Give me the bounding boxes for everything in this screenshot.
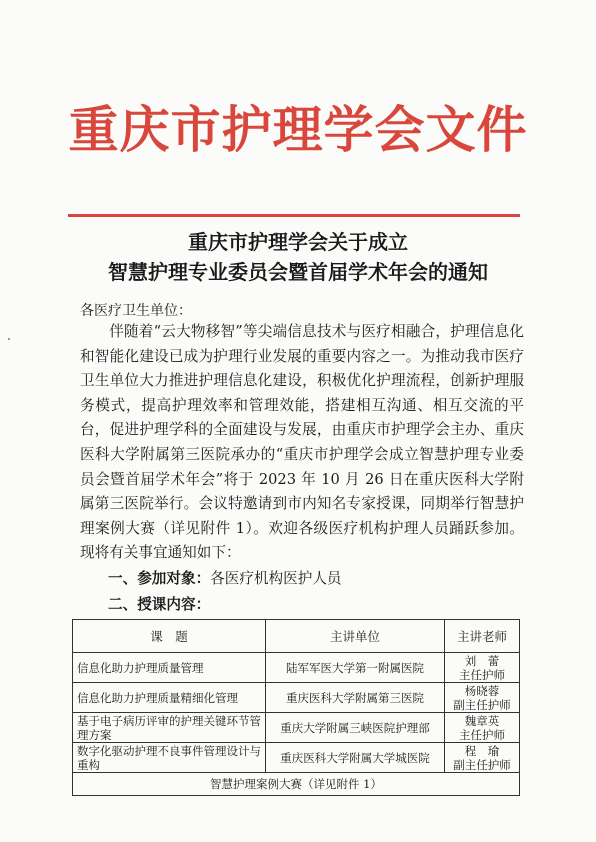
teacher-title: 主任护师 <box>459 667 505 682</box>
case-competition-row: 智慧护理案例大赛（详见附件 1） <box>73 773 520 796</box>
row-topic: 基于电子病历评审的护理关键环节管理方案 <box>73 713 266 743</box>
teacher-name: 魏章英 <box>464 713 500 728</box>
section-1-heading: 一、参加对象： <box>108 570 211 587</box>
row-teacher <box>445 713 520 743</box>
title-line-1: 重庆市护理学会关于成立 <box>188 230 408 254</box>
row-unit: 陆军军医大学第一附属医院 <box>266 653 445 683</box>
row-topic: 信息化助力护理质量管理 <box>73 653 266 683</box>
notice-title <box>0 227 596 287</box>
row-teacher <box>445 743 520 773</box>
section-participants <box>108 568 342 590</box>
row-topic: 信息化助力护理质量精细化管理 <box>73 683 266 713</box>
section-2-heading: 二、授课内容： <box>108 596 211 613</box>
row-teacher <box>445 653 520 683</box>
header-topic: 课 题 <box>73 620 266 653</box>
table-row <box>73 713 520 743</box>
section-1-text: 各医疗机构医护人员 <box>210 570 342 587</box>
salutation: 各医疗卫生单位： <box>80 303 192 319</box>
teacher-name: 刘 蕾 <box>464 653 500 668</box>
table-footer-row <box>73 773 520 796</box>
header-teacher: 主讲老师 <box>445 620 520 653</box>
teacher-name: 程 瑜 <box>464 743 500 758</box>
body-paragraph: 伴随着“云大物移智”等尖端信息技术与医疗相融合，护理信息化和智能化建设已成为护理行业发展的重要内容之一。为推动我市医疗卫生单位大力推进护理信息化建设，积极优化护理流程，创新护理服务模式，提高护理效率和管理效能，搭建相互沟通、相互交流的平台，促进护理学科的全面建设与发展，由重庆市护理学会主办、重庆医科大学附属第三医院承办的“重庆市护理学会成立智慧护理专业委员会暨首届学术年会”将于 2023 年 10 月 26 日在重庆医科大学附属第三医院举行。会议特邀请到市内知名专家授课，同期举行智慧护理案例大赛（详见附件 1）。欢迎各级医疗机构护理人员踊跃参加。现将有关事宜通知如下： <box>80 323 524 562</box>
table-row <box>73 683 520 713</box>
row-topic: 数字化驱动护理不良事件管理设计与重构 <box>73 743 266 773</box>
teacher-title: 副主任护师 <box>453 697 511 712</box>
teacher-name: 杨晓蓉 <box>464 683 500 698</box>
header-unit: 主讲单位 <box>266 620 445 653</box>
section-lectures <box>108 594 210 616</box>
row-unit: 重庆医科大学附属大学城医院 <box>266 743 445 773</box>
table-row <box>73 653 520 683</box>
row-teacher <box>445 683 520 713</box>
row-unit: 重庆医科大学附属第三医院 <box>266 683 445 713</box>
teacher-title: 副主任护师 <box>453 757 511 772</box>
teacher-title: 主任护师 <box>459 727 505 742</box>
row-unit: 重庆大学附属三峡医院护理部 <box>266 713 445 743</box>
lecture-table <box>72 619 520 796</box>
red-divider-line <box>68 214 520 217</box>
table-row <box>73 743 520 773</box>
table-header-row <box>73 620 520 653</box>
document-masthead: 重庆市护理学会文件 <box>68 100 528 159</box>
scan-speck <box>8 338 10 340</box>
title-line-2: 智慧护理专业委员会暨首届学术年会的通知 <box>108 260 488 284</box>
